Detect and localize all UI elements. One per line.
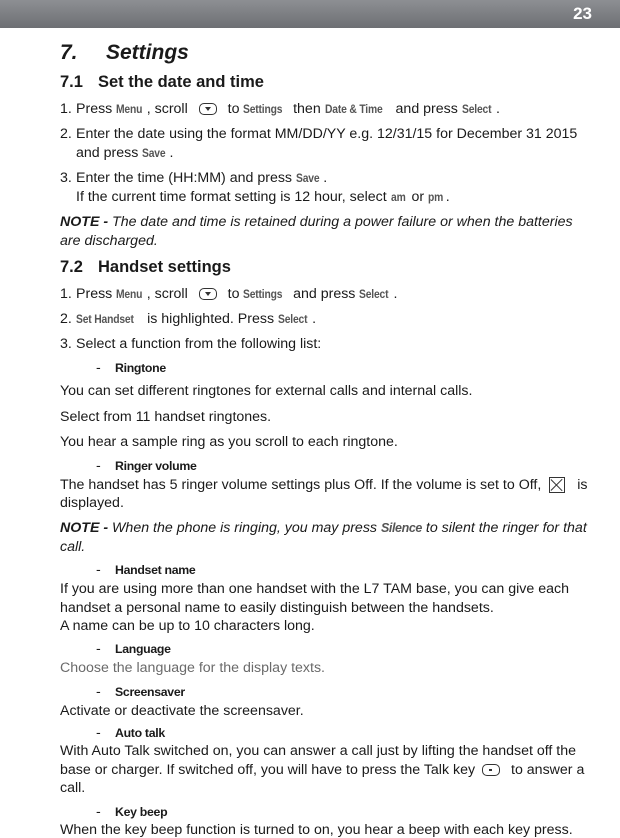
language-text: Choose the language for the display texts. [60, 660, 326, 676]
date-step-2: 2. Enter the date using the format MM/DD/YY e.g. 12/31/15 for December 31 2015 [60, 126, 578, 142]
option-handset-name: - Handset name [96, 562, 196, 578]
key-beep-text: When the key beep function is turned to on, you hear a beep with each key press. [60, 822, 573, 838]
option-key-beep: - Key beep [96, 804, 168, 820]
ringtone-text-1: You can set different ringtones for external calls and internal calls. [60, 383, 473, 399]
auto-talk-text-1: With Auto Talk switched on, you can answer a call just by lifting the handset off the [60, 743, 577, 759]
ringer-volume-text-2: displayed. [60, 495, 124, 511]
handset-step-2: 2. Set Handset is highlighted. Press Select . [60, 311, 317, 327]
handset-step-3: 3. Select a function from the following list: [60, 336, 322, 352]
page-number: 23 [573, 4, 592, 23]
handset-name-text-2: handset a personal name to easily distinguish between the handsets. [60, 600, 494, 616]
date-step-3-cont: If the current time format setting is 12 hour, select am or pm . [76, 189, 450, 205]
screensaver-text: Activate or deactivate the screensaver. [60, 703, 304, 719]
scroll-down-key-icon [199, 288, 217, 300]
date-step-1: 1. Press Menu , scroll to Settings then Date & Time and press Select . [60, 101, 500, 117]
option-auto-talk: - Auto talk [96, 725, 165, 741]
scroll-down-key-icon [199, 103, 217, 115]
silence-key-label: Silence [380, 521, 422, 535]
handset-name-text-1: If you are using more than one handset with the L7 TAM base, you can give each [60, 581, 569, 597]
handset-name-text-3: A name can be up to 10 characters long. [60, 618, 315, 634]
ringer-off-icon [549, 477, 565, 493]
note-silence-cont: call. [60, 539, 86, 555]
handset-step-1: 1. Press Menu , scroll to Settings and press Select . [60, 286, 398, 302]
option-ringer-volume: - Ringer volume [96, 458, 197, 474]
subsection-heading-date-time: 7.1 Set the date and time [60, 73, 264, 91]
note-silence: NOTE - When the phone is ringing, you may press Silence to silent the ringer for that [60, 520, 587, 536]
note-date-retained: NOTE - The date and time is retained during a power failure or when the batteries [60, 214, 573, 230]
page-header-bar [0, 0, 620, 28]
option-screensaver: - Screensaver [96, 684, 185, 700]
auto-talk-text-3: call. [60, 780, 86, 796]
ringtone-text-3: You hear a sample ring as you scroll to each ringtone. [60, 434, 398, 450]
option-ringtone: - Ringtone [96, 360, 166, 376]
auto-talk-text-2: base or charger. If switched off, you will have to press the Talk key to answer a [60, 762, 585, 778]
option-language: - Language [96, 641, 171, 657]
subsection-heading-handset: 7.2 Handset settings [60, 258, 231, 276]
note-date-retained-cont: are discharged. [60, 233, 158, 249]
date-step-2-cont: and press Save . [76, 145, 174, 161]
ringtone-text-2: Select from 11 handset ringtones. [60, 409, 272, 425]
talk-key-icon [482, 764, 500, 776]
ringer-volume-text-1: The handset has 5 ringer volume settings plus Off. If the volume is set to Off, is [60, 477, 588, 493]
date-step-3: 3. Enter the time (HH:MM) and press Save . [60, 170, 328, 186]
section-heading: 7. Settings [60, 41, 189, 64]
